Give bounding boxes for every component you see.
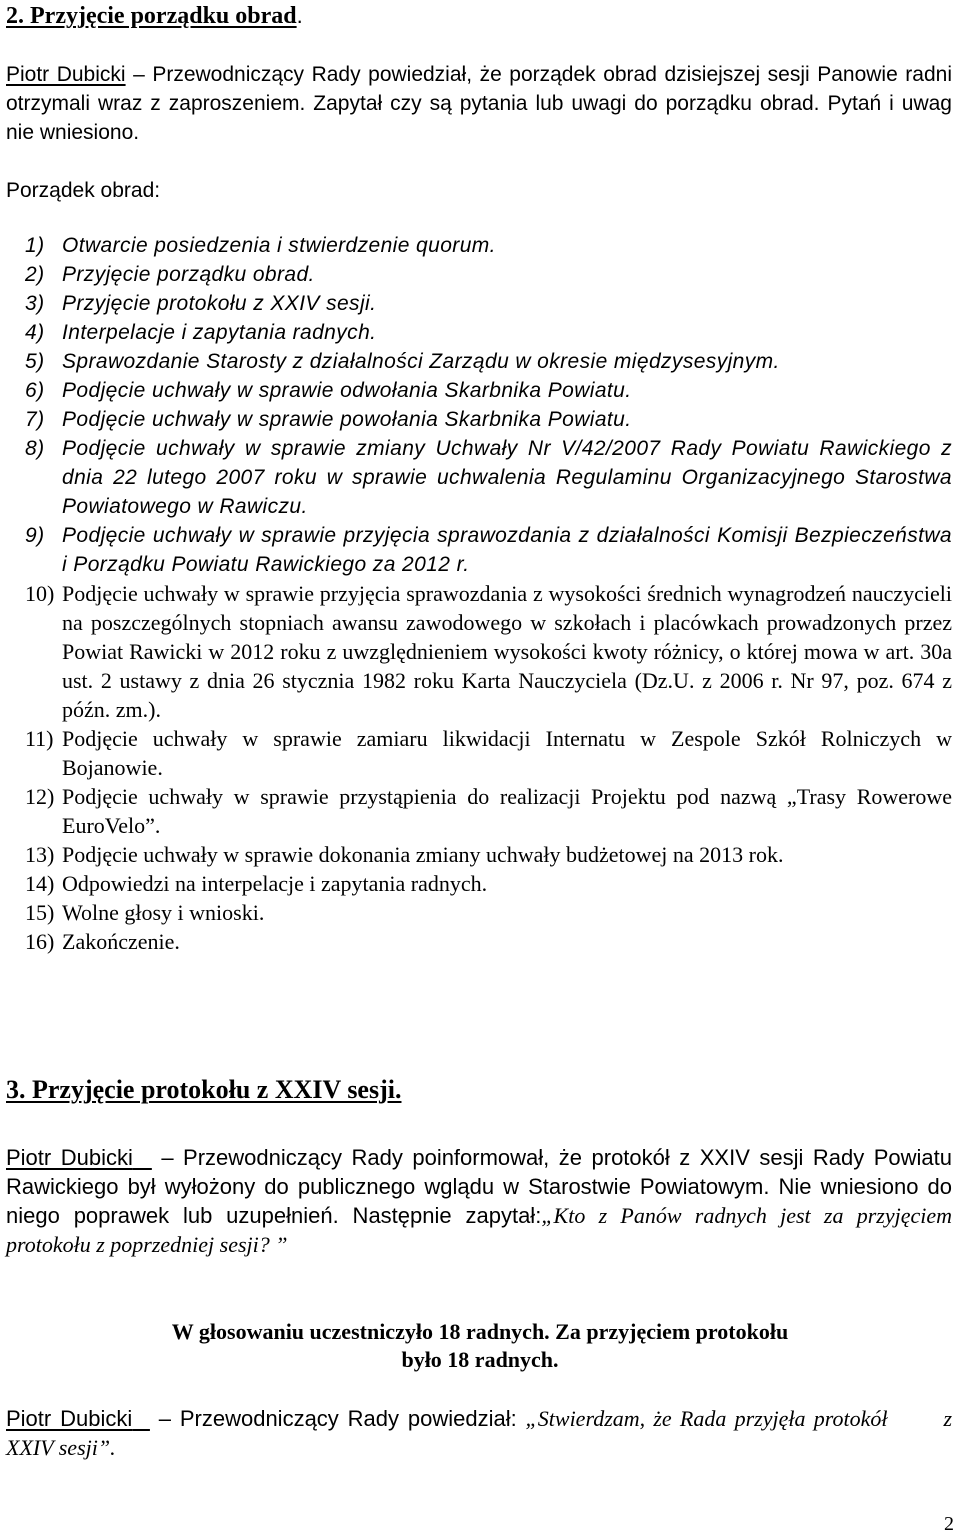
agenda-item-number: 14) (25, 871, 55, 896)
agenda-item-text: Wolne głosy i wnioski. (62, 900, 265, 925)
voting-result (0, 1318, 960, 1374)
speaker-name: Piotr Dubicki (6, 63, 126, 86)
agenda-item-text: Interpelacje i zapytania radnych. (62, 321, 377, 344)
agenda-item-text: Przyjęcie porządku obrad. (62, 263, 315, 286)
agenda-item-number: 10) (25, 581, 55, 606)
intro-paragraph (6, 60, 952, 147)
agenda-item (25, 869, 952, 898)
agenda-item (25, 521, 952, 579)
agenda-item-text: Podjęcie uchwały w sprawie powołania Skarbnika Powiatu. (62, 408, 632, 431)
agenda-item-number: 6) (25, 379, 45, 402)
agenda-item-text: Zakończenie. (62, 929, 180, 954)
agenda-item (25, 318, 952, 347)
agenda-item-number: 1) (25, 234, 45, 257)
agenda-item (25, 260, 952, 289)
agenda-item-text: Podjęcie uchwały w sprawie odwołania Skarbnika Powiatu. (62, 379, 632, 402)
page-number: 2 (944, 1513, 954, 1535)
speaker-name: Piotr Dubicki (6, 1145, 133, 1170)
agenda-item-text: Podjęcie uchwały w sprawie dokonania zmiany uchwały budżetowej na 2013 rok. (62, 842, 784, 867)
agenda-item-number: 8) (25, 437, 45, 460)
agenda-item (25, 898, 952, 927)
agenda-item-text: Otwarcie posiedzenia i stwierdzenie quorum. (62, 234, 496, 257)
agenda-item-text: Przyjęcie protokołu z XXIV sesji. (62, 292, 377, 315)
agenda-item (25, 782, 952, 840)
agenda-label: Porządek obrad: (6, 179, 161, 202)
agenda-item-number: 3) (25, 292, 45, 315)
section-2-heading-text: 2. Przyjęcie porządku obrad (6, 3, 297, 29)
section-2-heading-period: . (296, 3, 303, 28)
closing-quote-start: „Stwierdzam, że Rada przyjęła protokół (525, 1406, 888, 1431)
agenda-item-number: 16) (25, 929, 55, 954)
closing-quote-end: z XXIV sesji”. (6, 1406, 953, 1460)
agenda-item-number: 4) (25, 321, 45, 344)
agenda-item-number: 7) (25, 408, 45, 431)
agenda-item-text: Podjęcie uchwały w sprawie przystąpienia do realizacji Projektu pod nazwą „Trasy Rowerowe EuroVelo”. (62, 784, 952, 838)
agenda-item-text: Podjęcie uchwały w sprawie przyjęcia sprawozdania z działalności Komisji Bezpieczeństwa i Porządku Powiatu Rawickiego za 2012 r. (62, 524, 952, 576)
agenda-item-text: Podjęcie uchwały w sprawie przyjęcia sprawozdania z wysokości średnich wynagrodzeń nauczycieli na poszczególnych stopniach awansu zawodowego w szkołach i placówkach prowadzonych przez Powiat Rawicki w 2012 roku z uwzględnieniem wysokości kwoty różnicy, o której mowa w art. 30a ust. 2 ustawy z dnia 26 stycznia 1982 roku Karta Nauczyciela (Dz.U. z 2006 r. Nr 97, poz. 674 z późn. zm.). (62, 581, 952, 722)
agenda-item (25, 376, 952, 405)
protocol-paragraph (6, 1143, 952, 1259)
closing-paragraph (6, 1404, 952, 1462)
agenda-item (25, 405, 952, 434)
agenda-item (25, 840, 952, 869)
agenda-item (25, 434, 952, 521)
protocol-text: – Przewodniczący Rady poinformował, że protokół z XXIV sesji Rady Powiatu Rawickiego był wyłożony do publicznego wglądu w Starostwie Powiatowym. Nie wniesiono do niego poprawek lub uzupełnień. Następnie zapytał: (6, 1145, 952, 1228)
agenda-item (25, 579, 952, 724)
agenda-item-text: Sprawozdanie Starosty z działalności Zarządu w okresie międzysesyjnym. (62, 350, 780, 373)
voting-result-line-2: było 18 radnych. (401, 1347, 559, 1372)
section-2-heading (6, 1, 952, 31)
agenda-item-number: 2) (25, 263, 45, 286)
agenda-item (25, 927, 952, 956)
section-3-heading-text: 3. Przyjęcie protokołu z XXIV sesji. (6, 1075, 402, 1104)
agenda-item-text: Podjęcie uchwały w sprawie zmiany Uchwały Nr V/42/2007 Rady Powiatu Rawickiego z dnia 22 lutego 2007 roku w sprawie uchwalenia Regulaminu Organizacyjnego Starostwa Powiatowego w Rawiczu. (62, 437, 952, 518)
protocol-question: „Kto z Panów radnych jest za przyjęciem protokołu z poprzedniej sesji? ” (6, 1203, 952, 1257)
agenda-item (25, 724, 952, 782)
closing-text: – Przewodniczący Rady powiedział: (149, 1406, 526, 1431)
agenda-item-text: Odpowiedzi na interpelacje i zapytania radnych. (62, 871, 488, 896)
agenda-item-number: 9) (25, 524, 45, 547)
agenda-item-number: 5) (25, 350, 45, 373)
agenda-item (25, 289, 952, 318)
agenda-item (25, 231, 952, 260)
speaker-name: Piotr Dubicki (6, 1406, 133, 1431)
agenda-item-number: 11) (25, 726, 54, 751)
agenda-item-number: 15) (25, 900, 55, 925)
agenda-item-number: 13) (25, 842, 55, 867)
section-3-heading (6, 1075, 952, 1104)
agenda-item-text: Podjęcie uchwały w sprawie zamiaru likwidacji Internatu w Zespole Szkół Rolniczych w Bojanowie. (62, 726, 952, 780)
agenda-list (25, 231, 952, 956)
voting-result-line-1: W głosowaniu uczestniczyło 18 radnych. Za przyjęciem protokołu (171, 1319, 789, 1344)
agenda-item (25, 347, 952, 376)
agenda-item-number: 12) (25, 784, 55, 809)
intro-text: – Przewodniczący Rady powiedział, że porządek obrad dzisiejszej sesji Panowie radni otrzymali wraz z zaproszeniem. Zapytał czy są pytania lub uwagi do porządku obrad. Pytań i uwag nie wniesiono. (6, 63, 952, 144)
